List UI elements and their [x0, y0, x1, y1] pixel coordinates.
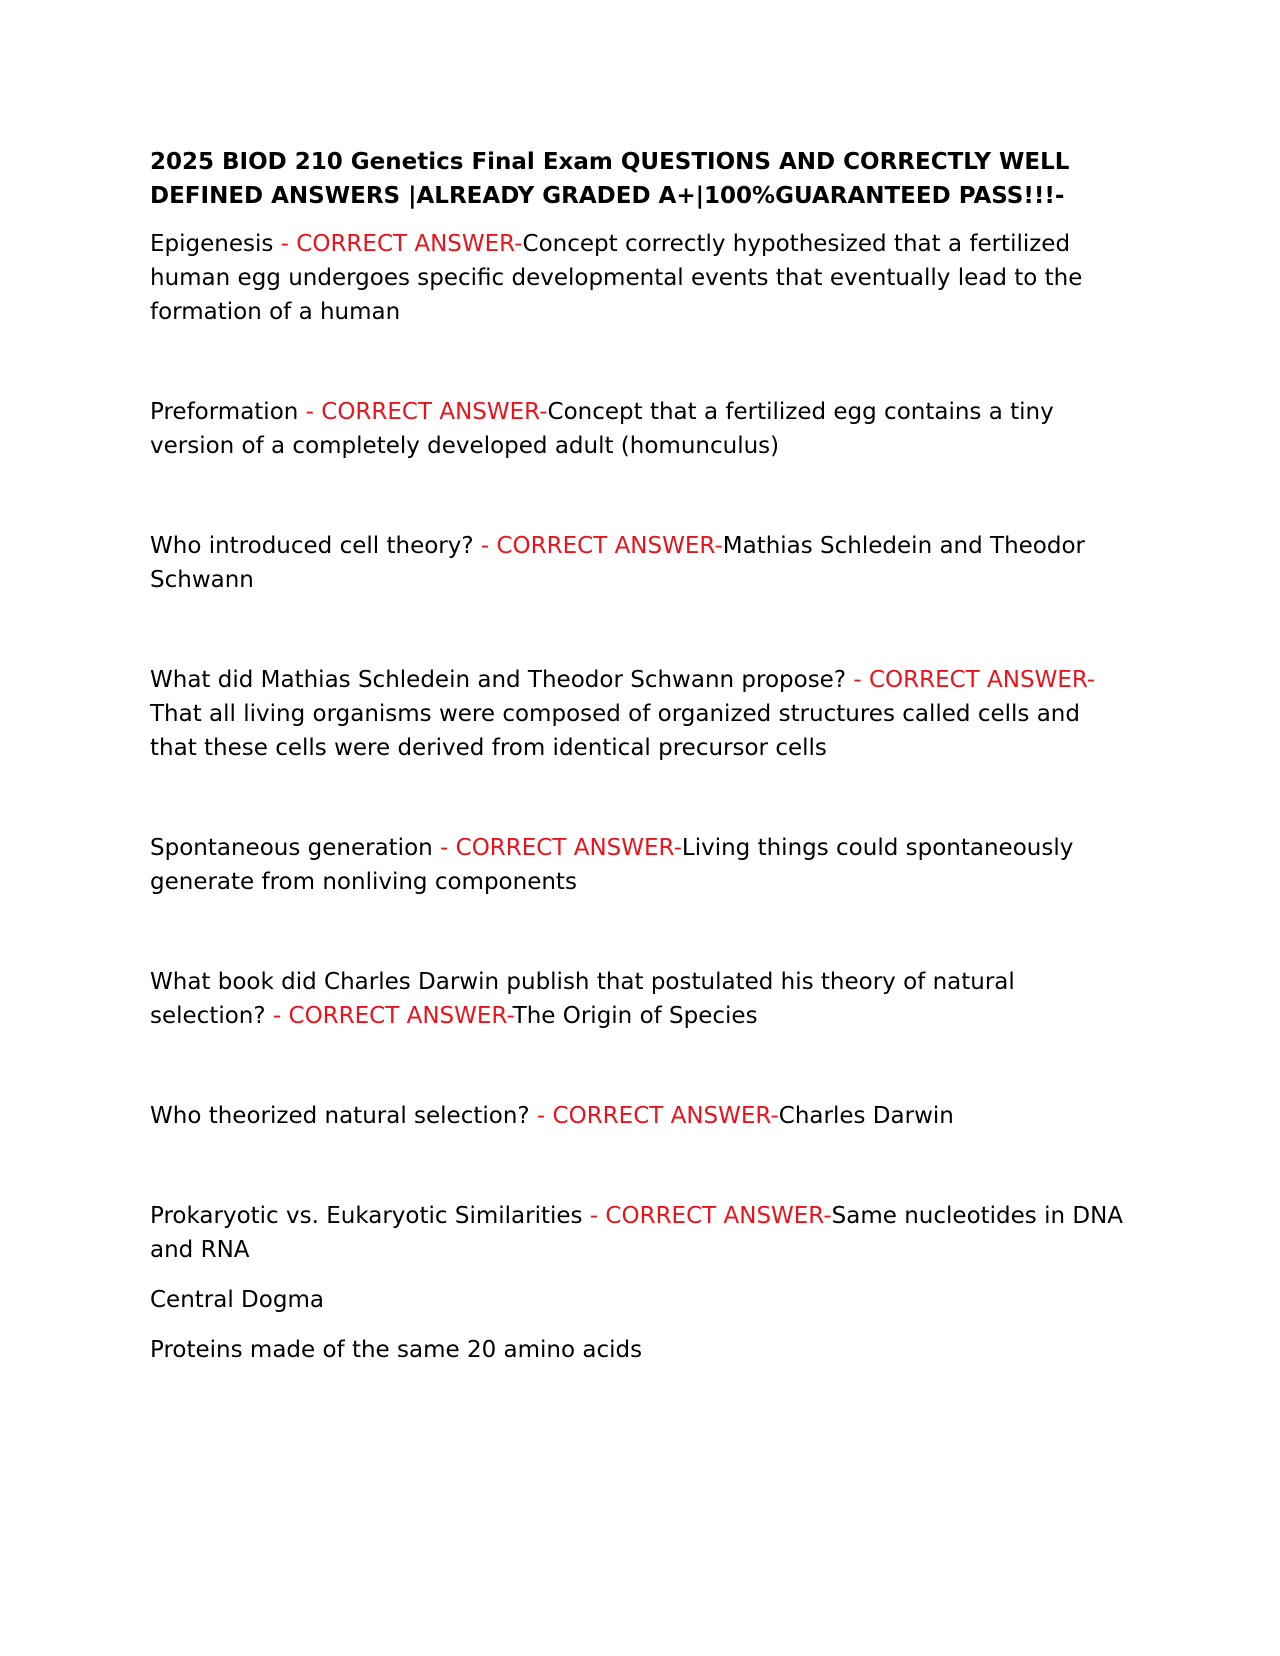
answer: Concept correctly hypothesized that a fertilized human egg undergoes specific developmental events that eventually lead to the formation of a human — [150, 231, 1083, 325]
answer: Concept that a fertilized egg contains a tiny version of a completely developed adult (homunculus) — [150, 399, 1054, 459]
document-page — [150, 145, 1130, 1383]
document-title: 2025 BIOD 210 Genetics Final Exam QUESTIONS AND CORRECTLY WELL DEFINED ANSWERS |ALREADY GRADED A+|100%GUARANTEED PASS!!!- — [150, 149, 1070, 209]
question: Preformation — [150, 399, 299, 425]
qa-item-similarities — [150, 1199, 1130, 1267]
correct-answer-marker: - CORRECT ANSWER- — [473, 533, 723, 559]
question: Who introduced cell theory? — [150, 533, 474, 559]
correct-answer-marker: - CORRECT ANSWER- — [846, 667, 1094, 693]
question: Epigenesis — [150, 231, 274, 257]
qa-item-spontaneous-generation — [150, 831, 1130, 899]
answer: The Origin of Species — [512, 1003, 758, 1029]
correct-answer-marker: - CORRECT ANSWER- — [582, 1203, 832, 1229]
qa-item-epigenesis — [150, 227, 1130, 329]
question: What did Mathias Schledein and Theodor Schwann propose? — [150, 667, 847, 693]
question: Spontaneous generation — [150, 835, 433, 861]
qa-item-darwin-book — [150, 965, 1130, 1033]
correct-answer-marker: - CORRECT ANSWER- — [529, 1103, 779, 1129]
qa-item-cell-theory-proposal — [150, 663, 1130, 765]
correct-answer-marker: - CORRECT ANSWER- — [265, 1003, 513, 1029]
qa-item-natural-selection — [150, 1099, 1130, 1133]
extra-line-central-dogma: Central Dogma — [150, 1287, 324, 1313]
extra-line-amino-acids: Proteins made of the same 20 amino acids — [150, 1337, 643, 1363]
question: Prokaryotic vs. Eukaryotic Similarities — [150, 1203, 583, 1229]
answer: Same nucleotides in DNA and RNA — [150, 1203, 1124, 1263]
answer: Mathias Schledein and Theodor Schwann — [150, 533, 1086, 593]
answer: That all living organisms were composed of organized structures called cells and that these cells were derived from identical precursor cells — [150, 701, 1080, 761]
correct-answer-marker: - CORRECT ANSWER- — [273, 231, 523, 257]
question: What book did Charles Darwin publish that postulated his theory of natural selection? — [150, 969, 1015, 1029]
answer: Living things could spontaneously generate from nonliving components — [150, 835, 1074, 895]
qa-item-cell-theory — [150, 529, 1130, 597]
answer: Charles Darwin — [778, 1103, 954, 1129]
correct-answer-marker: - CORRECT ANSWER- — [432, 835, 682, 861]
question: Who theorized natural selection? — [150, 1103, 530, 1129]
qa-item-preformation — [150, 395, 1130, 463]
correct-answer-marker: - CORRECT ANSWER- — [298, 399, 548, 425]
